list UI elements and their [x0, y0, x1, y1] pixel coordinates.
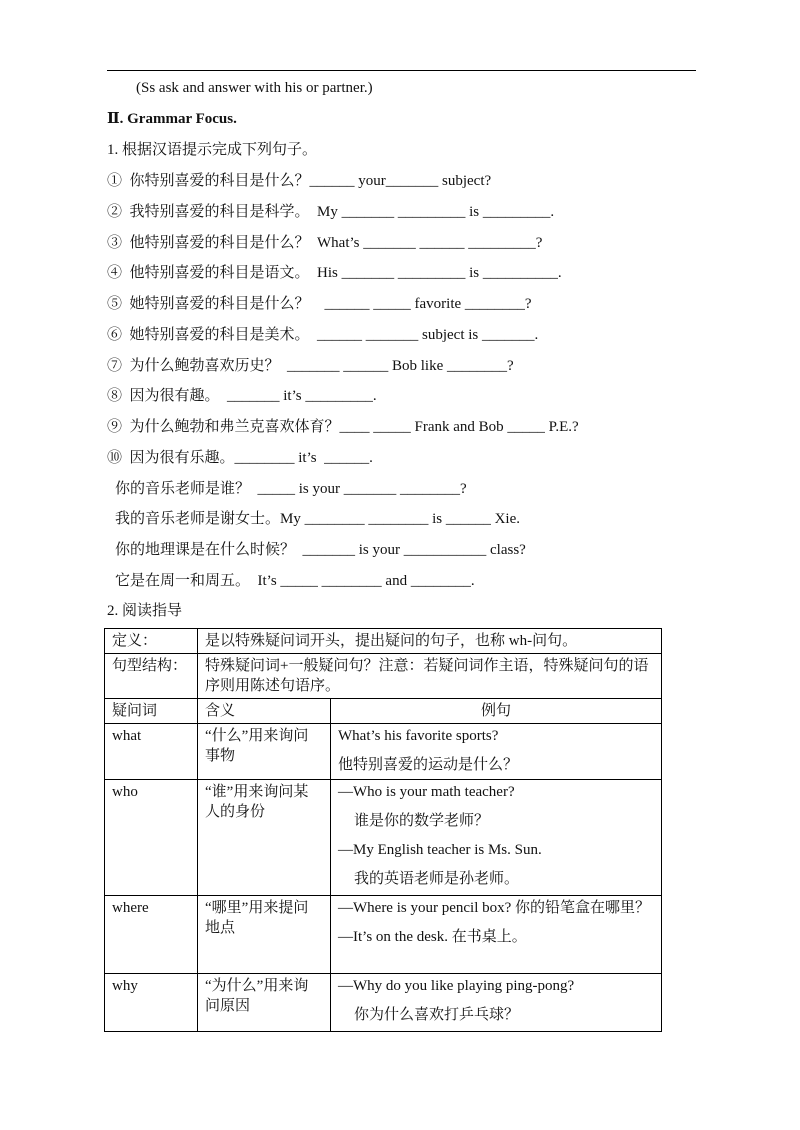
exercise-item-9: ⑨ 为什么鲍勃和弗兰克喜欢体育？____ _____ Frank and Bob _____ P.E.?	[107, 419, 579, 435]
table-header-row	[105, 699, 662, 724]
header-meaning: 含义	[198, 699, 331, 724]
example-sentence: —My English teacher is Ms. Sun.	[338, 842, 542, 858]
example-sentence: What’s his favorite sports?	[338, 728, 499, 744]
header-example: 例句	[331, 699, 662, 724]
exercise-item-8: ⑧ 因为很有趣。 _______ it’s _________.	[107, 388, 377, 404]
meaning: “什么”用来询问事物	[198, 724, 331, 780]
question-word: where	[105, 896, 198, 974]
exercise-item-1: ① 你特别喜爱的科目是什么？______ your_______ subject?	[107, 173, 492, 189]
intro-note: (Ss ask and answer with his or partner.)	[136, 80, 373, 96]
structure-row	[105, 654, 662, 699]
example-cell	[331, 896, 662, 974]
table-row	[105, 780, 662, 896]
reading-guide-table	[104, 628, 662, 1032]
table-row	[105, 974, 662, 1032]
meaning: “哪里”用来提问地点	[198, 896, 331, 974]
example-sentence: 我的英语老师是孙老师。	[354, 871, 520, 887]
meaning: “为什么”用来询问原因	[198, 974, 331, 1032]
table-row	[105, 896, 662, 974]
exercise-item-5: ⑤ 她特别喜爱的科目是什么？ ______ _____ favorite ________?	[107, 296, 532, 312]
header-question-word: 疑问词	[105, 699, 198, 724]
example-sentence: —Where is your pencil box? 你的铅笔盒在哪里？	[338, 900, 651, 916]
example-cell	[331, 724, 662, 780]
example-sentence: 谁是你的数学老师？	[354, 813, 490, 829]
exercise-item-4: ④ 他特别喜爱的科目是语文。 His _______ _________ is __________.	[107, 265, 562, 281]
structure-text: 特殊疑问词+一般疑问句？注意：若疑问词作主语，特殊疑问句的语序则用陈述句语序。	[198, 654, 662, 699]
example-sentence: 你为什么喜欢打乒乓球？	[354, 1007, 520, 1023]
example-cell	[331, 780, 662, 896]
section-title: Ⅱ. Grammar Focus.	[107, 111, 237, 127]
definition-text: 是以特殊疑问词开头，提出疑问的句子，也称 wh-问句。	[198, 629, 662, 654]
exercise-item-7: ⑦ 为什么鲍勃喜欢历史？ _______ ______ Bob like ________?	[107, 358, 514, 374]
example-sentence: —It’s on the desk. 在书桌上。	[338, 929, 527, 945]
exercise-item-3: ③ 他特别喜爱的科目是什么？ What’s _______ ______ _________?	[107, 235, 543, 251]
example-sentence: 他特别喜爱的运动是什么？	[338, 757, 519, 773]
meaning: “谁”用来询问某人的身份	[198, 780, 331, 896]
table-row	[105, 724, 662, 780]
exercise-item-6: ⑥ 她特别喜爱的科目是美术。 ______ _______ subject is _______.	[107, 327, 539, 343]
extra-item-2: 我的音乐老师是谢女士。My ________ ________ is ______ Xie.	[115, 511, 521, 527]
example-sentence: —Why do you like playing ping-pong?	[338, 978, 575, 994]
question-word: why	[105, 974, 198, 1032]
extra-item-1: 你的音乐老师是谁？ _____ is your _______ ________?	[115, 481, 467, 497]
extra-item-3: 你的地理课是在什么时候？ _______ is your ___________ class?	[115, 542, 526, 558]
part2-heading: 2. 阅读指导	[107, 603, 183, 619]
exercise-item-2: ② 我特别喜爱的科目是科学。 My _______ _________ is _________.	[107, 204, 555, 220]
definition-label: 定义：	[105, 629, 198, 654]
structure-label: 句型结构：	[105, 654, 198, 699]
part1-heading: 1. 根据汉语提示完成下列句子。	[107, 142, 318, 158]
example-sentence: —Who is your math teacher?	[338, 784, 515, 800]
example-cell	[331, 974, 662, 1032]
exercise-item-10: ⑩ 因为很有乐趣。________ it’s ______.	[107, 450, 373, 466]
definition-row	[105, 629, 662, 654]
question-word: who	[105, 780, 198, 896]
question-word: what	[105, 724, 198, 780]
header-rule	[107, 70, 696, 71]
extra-item-4: 它是在周一和周五。 It’s _____ ________ and ________.	[115, 573, 475, 589]
